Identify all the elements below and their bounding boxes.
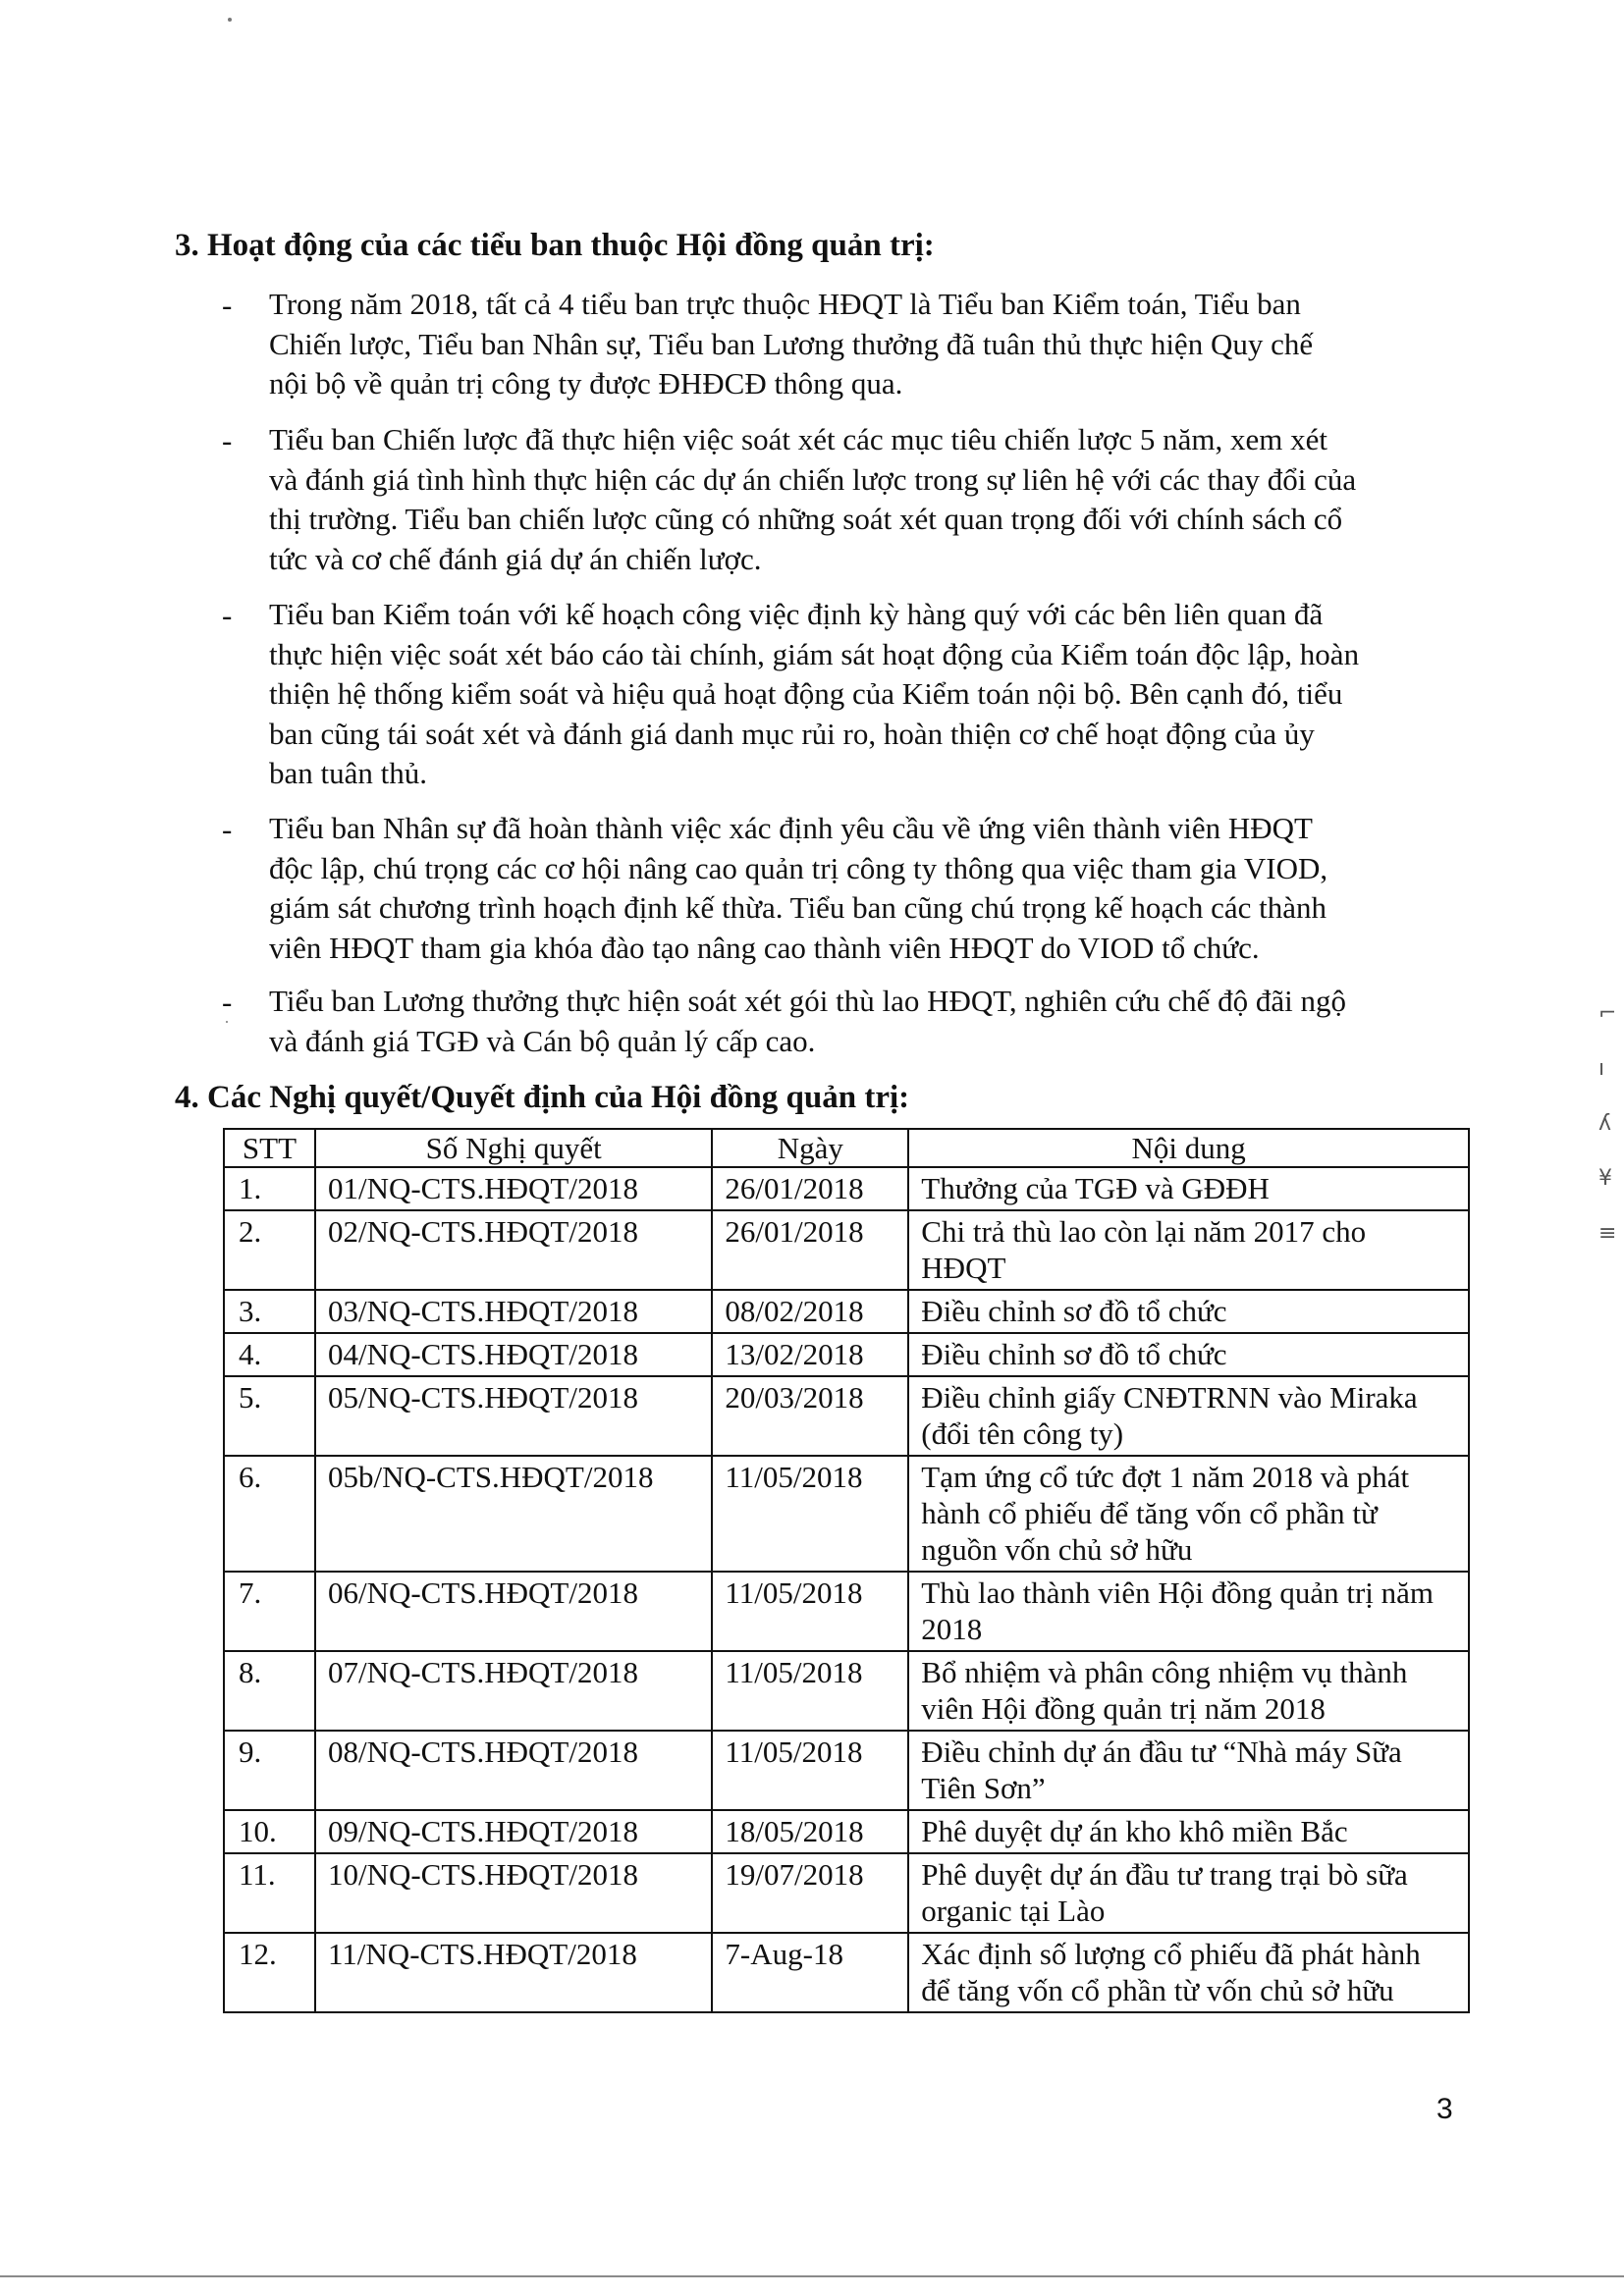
- cell-stt: 8.: [224, 1651, 315, 1731]
- cell-content: Phê duyệt dự án kho khô miền Bắc: [908, 1810, 1469, 1853]
- paragraph-compensation-subcommittee: [269, 982, 1471, 1061]
- section-4-heading: 4. Các Nghị quyết/Quyết định của Hội đồng quản trị:: [175, 1080, 910, 1115]
- cell-date: 18/05/2018: [712, 1810, 908, 1853]
- cell-stt: 12.: [224, 1933, 315, 2012]
- cell-date: 20/03/2018: [712, 1376, 908, 1456]
- margin-mark: ʎ: [1598, 1111, 1612, 1136]
- cell-resolution-number: 05/NQ-CTS.HĐQT/2018: [315, 1376, 712, 1456]
- text-line: viên HĐQT tham gia khóa đào tạo nâng cao thành viên HĐQT do VIOD tổ chức.: [269, 930, 1260, 965]
- text-line: Tiểu ban Chiến lược đã thực hiện việc soát xét các mục tiêu chiến lược 5 năm, xem xét: [269, 422, 1328, 456]
- bullet-marker: -: [222, 598, 233, 632]
- bullet-marker: -: [222, 985, 233, 1019]
- resolutions-table: [223, 1128, 1470, 2013]
- cell-content: Xác định số lượng cổ phiếu đã phát hành để tăng vốn cổ phần từ vốn chủ sở hữu: [908, 1933, 1469, 2012]
- text-line: thiện hệ thống kiểm soát và hiệu quả hoạt động của Kiểm toán nội bộ. Bên cạnh đó, tiểu: [269, 676, 1343, 711]
- cell-content: Điều chỉnh sơ đồ tổ chức: [908, 1290, 1469, 1333]
- bullet-marker: -: [222, 812, 233, 846]
- cell-stt: 3.: [224, 1290, 315, 1333]
- cell-date: 7-Aug-18: [712, 1933, 908, 2012]
- header-date: Ngày: [712, 1129, 908, 1167]
- bullet-marker: -: [222, 288, 233, 322]
- margin-mark: ı: [1598, 1056, 1605, 1081]
- cell-resolution-number: 03/NQ-CTS.HĐQT/2018: [315, 1290, 712, 1333]
- cell-date: 11/05/2018: [712, 1731, 908, 1810]
- margin-mark: ⌐: [1598, 1001, 1617, 1026]
- text-line: nội bộ về quản trị công ty được ĐHĐCĐ thông qua.: [269, 366, 903, 400]
- cell-resolution-number: 08/NQ-CTS.HĐQT/2018: [315, 1731, 712, 1810]
- margin-mark: ¥: [1598, 1166, 1612, 1191]
- text-line: ban tuân thủ.: [269, 756, 427, 790]
- paragraph-subcommittees-overview: [269, 285, 1471, 404]
- text-line: ban cũng tái soát xét và đánh giá danh mục rủi ro, hoàn thiện cơ chế hoạt động của ủy: [269, 716, 1315, 751]
- table-row: [224, 1651, 1469, 1731]
- table-row: [224, 1290, 1469, 1333]
- table-row: [224, 1210, 1469, 1290]
- section-3-heading: 3. Hoạt động của các tiểu ban thuộc Hội đồng quản trị:: [175, 228, 935, 263]
- cell-resolution-number: 05b/NQ-CTS.HĐQT/2018: [315, 1456, 712, 1572]
- cell-date: 26/01/2018: [712, 1210, 908, 1290]
- cell-stt: 2.: [224, 1210, 315, 1290]
- cell-stt: 9.: [224, 1731, 315, 1810]
- cell-content: Thù lao thành viên Hội đồng quản trị năm 2018: [908, 1572, 1469, 1651]
- cell-stt: 4.: [224, 1333, 315, 1376]
- table-row: [224, 1853, 1469, 1933]
- text-line: thị trường. Tiểu ban chiến lược cũng có những soát xét quan trọng đối với chính sách cổ: [269, 502, 1343, 536]
- text-line: Tiểu ban Lương thưởng thực hiện soát xét gói thù lao HĐQT, nghiên cứu chế độ đãi ngộ: [269, 984, 1346, 1018]
- cell-content: Thưởng của TGĐ và GĐĐH: [908, 1167, 1469, 1210]
- text-line: giám sát chương trình hoạch định kế thừa. Tiểu ban cũng chú trọng kế hoạch các thành: [269, 890, 1327, 925]
- cell-date: 19/07/2018: [712, 1853, 908, 1933]
- text-line: tức và cơ chế đánh giá dự án chiến lược.: [269, 541, 762, 576]
- table-row: [224, 1456, 1469, 1572]
- cell-stt: 7.: [224, 1572, 315, 1651]
- cell-content: Điều chỉnh giấy CNĐTRNN vào Miraka (đổi tên công ty): [908, 1376, 1469, 1456]
- header-stt: STT: [224, 1129, 315, 1167]
- margin-mark: ≡: [1598, 1221, 1617, 1246]
- cell-stt: 11.: [224, 1853, 315, 1933]
- cell-resolution-number: 04/NQ-CTS.HĐQT/2018: [315, 1333, 712, 1376]
- table-row: [224, 1167, 1469, 1210]
- bullet-marker: -: [222, 423, 233, 457]
- table-body: [224, 1167, 1469, 2012]
- cell-content: Phê duyệt dự án đầu tư trang trại bò sữa organic tại Lào: [908, 1853, 1469, 1933]
- text-line: độc lập, chú trọng các cơ hội nâng cao quản trị công ty thông qua việc tham gia VIOD,: [269, 850, 1328, 885]
- cell-date: 26/01/2018: [712, 1167, 908, 1210]
- text-line: Trong năm 2018, tất cả 4 tiểu ban trực thuộc HĐQT là Tiểu ban Kiểm toán, Tiểu ban: [269, 287, 1301, 321]
- cell-date: 11/05/2018: [712, 1456, 908, 1572]
- table-header-row: [224, 1129, 1469, 1167]
- cell-resolution-number: 01/NQ-CTS.HĐQT/2018: [315, 1167, 712, 1210]
- text-line: và đánh giá tình hình thực hiện các dự án chiến lược trong sự liên hệ với các thay đổi của: [269, 461, 1357, 497]
- scan-bottom-edge: [0, 2275, 1624, 2277]
- cell-date: 11/05/2018: [712, 1651, 908, 1731]
- scan-speck: [228, 18, 232, 22]
- table-row: [224, 1572, 1469, 1651]
- cell-resolution-number: 06/NQ-CTS.HĐQT/2018: [315, 1572, 712, 1651]
- text-line: Tiểu ban Kiểm toán với kế hoạch công việc định kỳ hàng quý với các bên liên quan đã: [269, 597, 1324, 631]
- header-content: Nội dung: [908, 1129, 1469, 1167]
- cell-resolution-number: 09/NQ-CTS.HĐQT/2018: [315, 1810, 712, 1853]
- cell-date: 08/02/2018: [712, 1290, 908, 1333]
- page-number: 3: [1436, 2093, 1453, 2125]
- cell-resolution-number: 02/NQ-CTS.HĐQT/2018: [315, 1210, 712, 1290]
- header-resolution-number: Số Nghị quyết: [315, 1129, 712, 1167]
- paragraph-audit-subcommittee: [269, 595, 1471, 794]
- cell-date: 13/02/2018: [712, 1333, 908, 1376]
- text-line: và đánh giá TGĐ và Cán bộ quản lý cấp cao.: [269, 1023, 816, 1058]
- cell-content: Bổ nhiệm và phân công nhiệm vụ thành viên Hội đồng quản trị năm 2018: [908, 1651, 1469, 1731]
- text-line: Chiến lược, Tiểu ban Nhân sự, Tiểu ban Lương thưởng đã tuân thủ thực hiện Quy chế: [269, 326, 1314, 361]
- cell-stt: 6.: [224, 1456, 315, 1572]
- cell-resolution-number: 11/NQ-CTS.HĐQT/2018: [315, 1933, 712, 2012]
- cell-content: Điều chỉnh sơ đồ tổ chức: [908, 1333, 1469, 1376]
- cell-stt: 5.: [224, 1376, 315, 1456]
- table-row: [224, 1333, 1469, 1376]
- margin-stamp-marks: [1598, 987, 1618, 1281]
- table-row: [224, 1731, 1469, 1810]
- cell-resolution-number: 10/NQ-CTS.HĐQT/2018: [315, 1853, 712, 1933]
- paragraph-strategy-subcommittee: [269, 420, 1471, 579]
- cell-stt: 1.: [224, 1167, 315, 1210]
- cell-content: Chi trả thù lao còn lại năm 2017 cho HĐQT: [908, 1210, 1469, 1290]
- table-row: [224, 1810, 1469, 1853]
- cell-stt: 10.: [224, 1810, 315, 1853]
- paragraph-personnel-subcommittee: [269, 809, 1471, 968]
- cell-content: Điều chỉnh dự án đầu tư “Nhà máy Sữa Tiên Sơn”: [908, 1731, 1469, 1810]
- table-row: [224, 1376, 1469, 1456]
- cell-resolution-number: 07/NQ-CTS.HĐQT/2018: [315, 1651, 712, 1731]
- text-line: thực hiện việc soát xét báo cáo tài chính, giám sát hoạt động của Kiểm toán độc lập, hoàn: [269, 636, 1360, 671]
- table-row: [224, 1933, 1469, 2012]
- cell-date: 11/05/2018: [712, 1572, 908, 1651]
- text-line: Tiểu ban Nhân sự đã hoàn thành việc xác định yêu cầu về ứng viên thành viên HĐQT: [269, 811, 1313, 845]
- cell-content: Tạm ứng cổ tức đợt 1 năm 2018 và phát hành cổ phiếu để tăng vốn cổ phần từ nguồn vốn chủ sở hữu: [908, 1456, 1469, 1572]
